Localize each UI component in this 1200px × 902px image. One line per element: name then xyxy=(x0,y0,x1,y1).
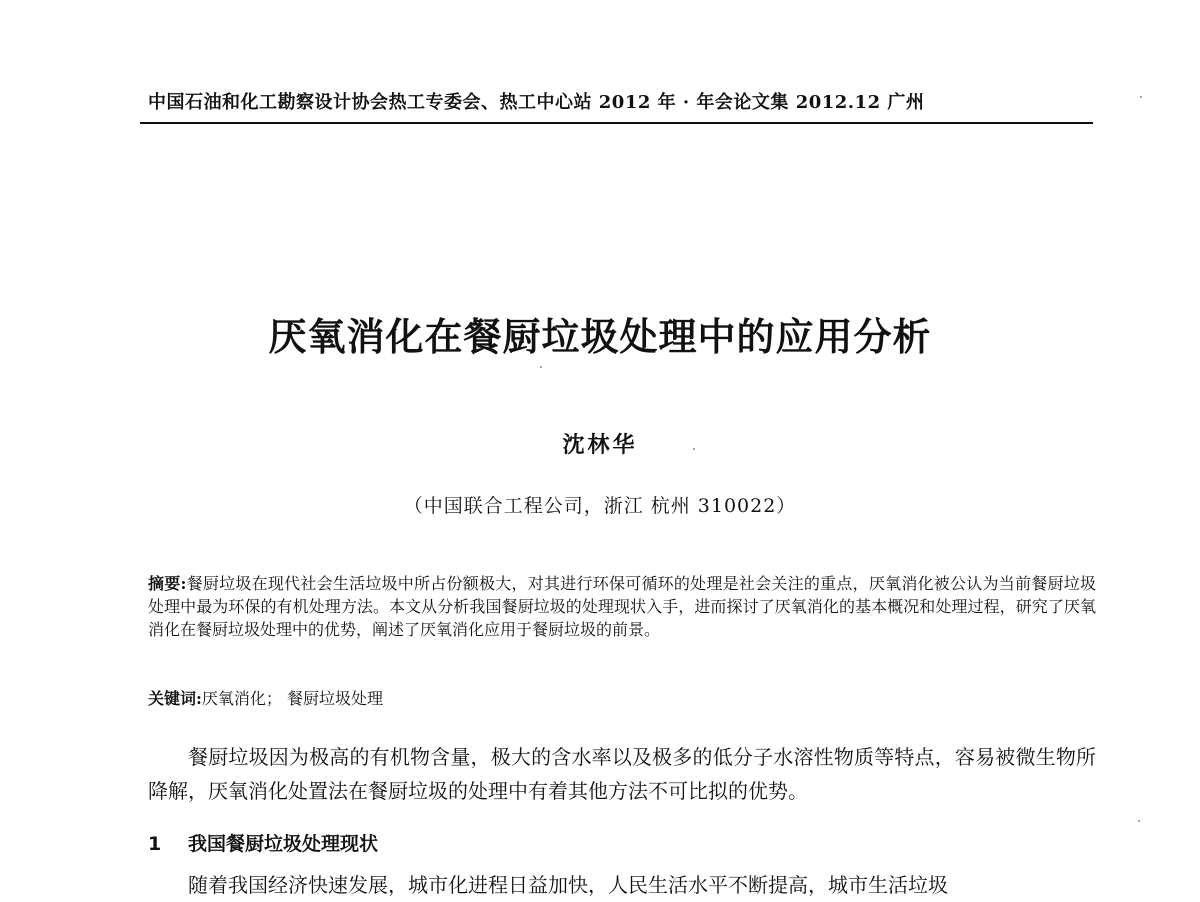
scan-speck xyxy=(1140,96,1142,98)
author-affiliation: （中国联合工程公司，浙江 杭州 310022） xyxy=(403,495,797,517)
section-title: 我国餐厨垃圾处理现状 xyxy=(188,833,379,855)
paper-title: 厌氧消化在餐厨垃圾处理中的应用分析 xyxy=(268,315,932,359)
section-paragraph: 随着我国经济快速发展，城市化进程日益加快，人民生活水平不断提高，城市生活垃圾 xyxy=(188,873,948,897)
scan-speck xyxy=(693,448,695,450)
running-header: 中国石油和化工勘察设计协会热工专委会、热工中心站 2012 年 · 年会论文集 2012.12 广州 xyxy=(148,92,925,113)
abstract xyxy=(148,572,1096,641)
scan-speck xyxy=(540,366,542,368)
header-rule xyxy=(140,122,1093,124)
intro-paragraph: 餐厨垃圾因为极高的有机物含量，极大的含水率以及极多的低分子水溶性物质等特点，容易被微生物所降解，厌氧消化处置法在餐厨垃圾的处理中有着其他方法不可比拟的优势。 xyxy=(148,745,1096,803)
keywords xyxy=(148,687,1096,710)
scan-speck xyxy=(1138,820,1140,822)
section-heading xyxy=(148,829,378,856)
author-name: 沈林华 xyxy=(562,432,638,458)
abstract-text: 餐厨垃圾在现代社会生活垃圾中所占份额极大，对其进行环保可循环的处理是社会关注的重点，厌氧消化被公认为当前餐厨垃圾处理中最为环保的有机处理方法。本文从分析我国餐厨垃圾的处理现状入手，进而探讨了厌氧消化的基本概况和处理过程，研究了厌氧消化在餐厨垃圾处理中的优势，阐述了厌氧消化应用于餐厨垃圾的前景。 xyxy=(148,574,1096,639)
keywords-text: 厌氧消化； 餐厨垃圾处理 xyxy=(201,689,384,708)
section-number: 1 xyxy=(148,833,162,855)
abstract-label: 摘要: xyxy=(148,574,187,593)
keywords-label: 关键词: xyxy=(148,689,202,708)
